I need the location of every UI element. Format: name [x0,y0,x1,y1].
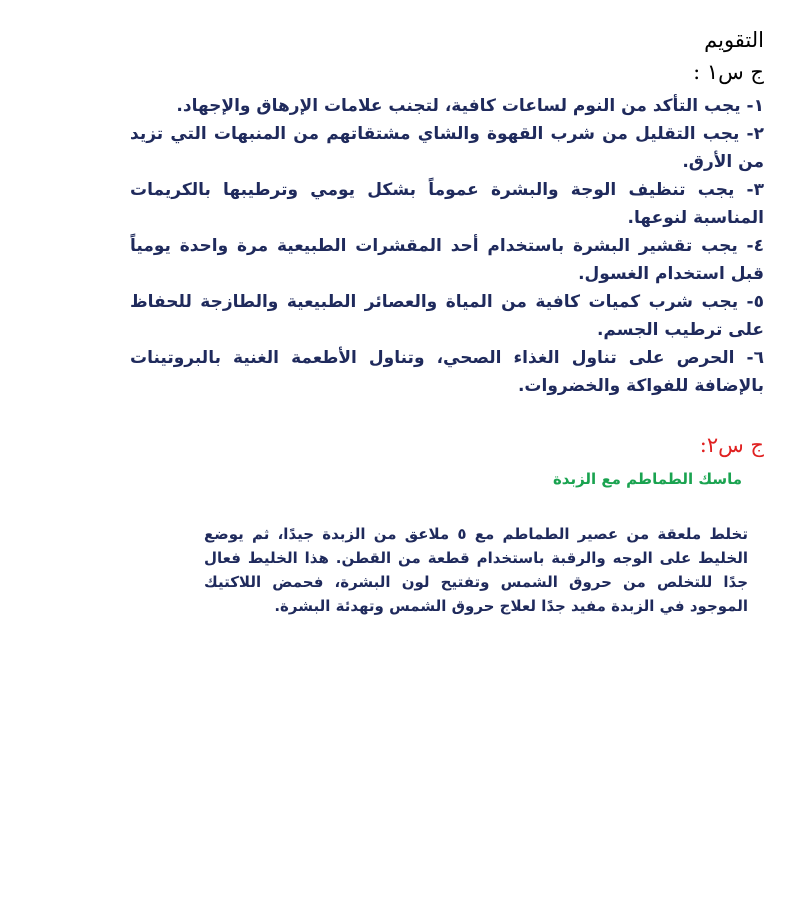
answer-item: ٢- يجب التقليل من شرب القهوة والشاي مشتقاتهم من المنبهات التي تزيد من الأرق. [130,124,764,172]
answer-item: ٥- يجب شرب كميات كافية من المياة والعصائر الطبيعية والطازجة للحفاظ على ترطيب الجسم. [130,292,764,340]
answer-item: ١- يجب التأكد من النوم لساعات كافية، لتجنب علامات الإرهاق والإجهاد. [176,96,764,116]
answer-one-label: ج س١ : [693,60,764,84]
answer-two-label: ج س٢: [699,433,764,457]
answer-item: ٦- الحرص على تناول الغذاء الصحي، وتناول الأطعمة الغنية بالبروتينات بالإضافة للفواكة والخضروات. [130,348,764,396]
answer-one-list [130,92,764,400]
mask-description: تخلط ملعقة من عصير الطماطم مع ٥ ملاعق من الزبدة جيدًا، ثم يوضع الخليط على الوجه والرقبة باستخدام قطعة من القطن. هذا الخليط فعال جدًا للتخلص من حروق الشمس وتفتيح لون البشرة، فحمض اللاكتيك الموجود في الزبدة مفيد جدًا لعلاج حروق الشمس وتهدئة البشرة. [204,525,748,615]
document-title: التقويم [704,28,764,52]
mask-title: ماسك الطماطم مع الزبدة [552,470,742,488]
answer-item: ٣- يجب تنظيف الوجة والبشرة عموماً بشكل يومي وترطيبها بالكريمات المناسبة لنوعها. [130,180,764,228]
answer-item: ٤- يجب تقشير البشرة باستخدام أحد المقشرات الطبيعية مرة واحدة يومياً قبل استخدام الغسول. [130,236,764,284]
